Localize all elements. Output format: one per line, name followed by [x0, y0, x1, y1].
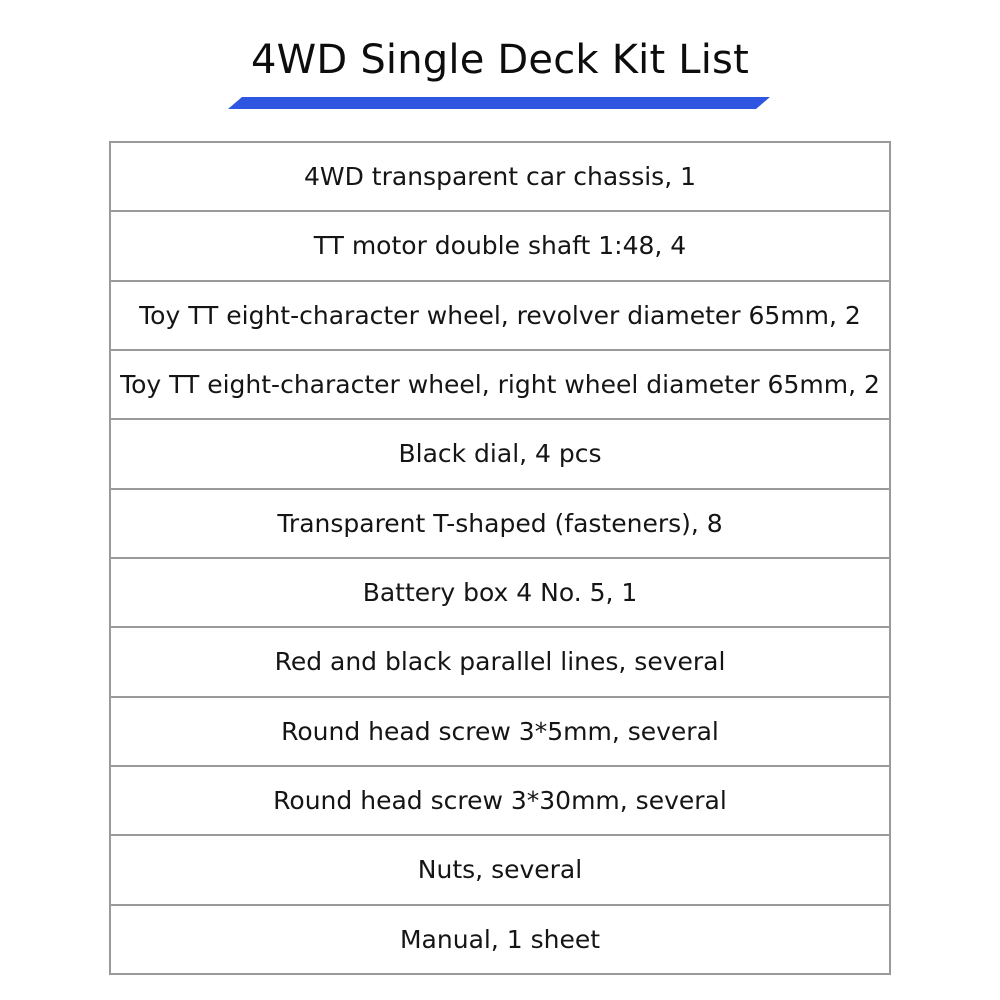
- kit-list-table: [109, 141, 891, 975]
- kit-item-row: Toy TT eight-character wheel, revolver diameter 65mm, 2: [111, 282, 889, 351]
- page-title: 4WD Single Deck Kit List: [251, 37, 749, 83]
- kit-item-row: Toy TT eight-character wheel, right wheel diameter 65mm, 2: [111, 351, 889, 420]
- kit-item-row: Round head screw 3*5mm, several: [111, 698, 889, 767]
- kit-item-row: Red and black parallel lines, several: [111, 628, 889, 697]
- kit-item-row: Round head screw 3*30mm, several: [111, 767, 889, 836]
- kit-item-row: TT motor double shaft 1:48, 4: [111, 212, 889, 281]
- kit-item-row: Transparent T-shaped (fasteners), 8: [111, 490, 889, 559]
- kit-item-row: Battery box 4 No. 5, 1: [111, 559, 889, 628]
- kit-item-row: Nuts, several: [111, 836, 889, 905]
- kit-item-row: 4WD transparent car chassis, 1: [111, 143, 889, 212]
- kit-item-row: Black dial, 4 pcs: [111, 420, 889, 489]
- title-underline-accent: [228, 97, 770, 109]
- kit-item-row: Manual, 1 sheet: [399, 924, 601, 954]
